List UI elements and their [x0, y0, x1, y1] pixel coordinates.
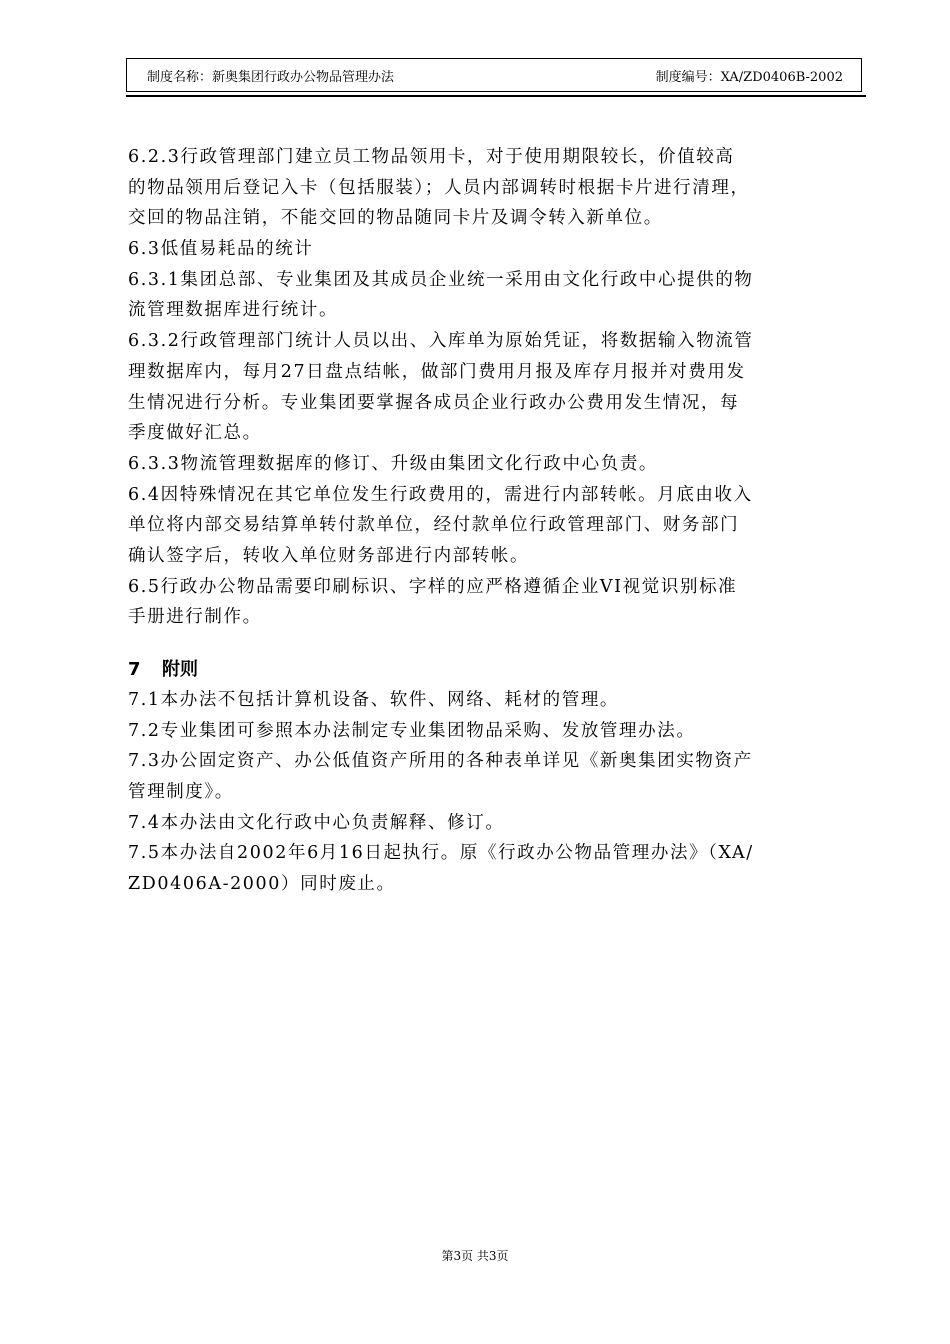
paragraph-line: 6.3.3物流管理数据库的修订、升级由集团文化行政中心负责。: [128, 453, 659, 474]
paragraph-line: 管理制度》。: [128, 782, 234, 803]
paragraph-line: 季度做好汇总。: [128, 423, 262, 444]
paragraph-line: 的物品领用后登记入卡（包括服装）；人员内部调转时根据卡片进行清理，: [128, 177, 750, 198]
header-divider: [126, 95, 866, 97]
paragraph-line: 7.4本办法由文化行政中心负责解释、修订。: [128, 812, 505, 833]
paragraph-line: ZD0406A-2000）同时废止。: [128, 874, 396, 895]
paragraph-line: 确认签字后，转收入单位财务部进行内部转帐。: [128, 545, 530, 566]
page-number: 第3页 共3页: [441, 1249, 509, 1263]
paragraph-line: 6.3.2行政管理部门统计人员以出、入库单为原始凭证，将数据输入物流管: [128, 331, 754, 352]
header-title: 制度名称：新奥集团行政办公物品管理办法: [147, 69, 395, 85]
section-spacer: [128, 633, 856, 655]
page-footer: [0, 1247, 950, 1264]
paragraph-line: 手册进行制作。: [128, 607, 262, 628]
paragraph-line: 7.1本办法不包括计算机设备、软件、网络、耗材的管理。: [128, 690, 620, 710]
paragraph-line: 单位将内部交易结算单转付款单位，经付款单位行政管理部门、财务部门: [128, 515, 740, 536]
section-7-number: 7: [128, 659, 141, 680]
paragraph-line: 6.3低值易耗品的统计: [128, 239, 314, 260]
paragraph-line: 6.5行政办公物品需要印刷标识、字样的应严格遵循企业VI视觉识别标准: [128, 576, 738, 597]
paragraph-line: 交回的物品注销，不能交回的物品随同卡片及调令转入新单位。: [128, 208, 663, 229]
paragraph-line: 7.3办公固定资产、办公低值资产所用的各种表单详见《新奥集团实物资产: [128, 751, 753, 772]
paragraph-line: 6.2.3行政管理部门建立员工物品领用卡，对于使用期限较长，价值较高: [128, 147, 735, 167]
paragraph-line: 生情况进行分析。专业集团要掌握各成员企业行政办公费用发生情况，每: [128, 392, 740, 413]
paragraph-line: 理数据库内，每月27日盘点结帐，做部门费用月报及库存月报并对费用发: [128, 361, 746, 382]
paragraph-line: 7.2专业集团可参照本办法制定专业集团物品采购、发放管理办法。: [128, 720, 696, 741]
document-header: [126, 58, 862, 92]
header-code: 制度编号：XA/ZD0406B-2002: [655, 69, 843, 85]
paragraph-line: 流管理数据库进行统计。: [128, 300, 339, 321]
document-body: [128, 142, 856, 900]
paragraph-line: 7.5本办法自2002年6月16日起执行。原《行政办公物品管理办法》（XA/: [128, 843, 754, 864]
section-7-title: 附则: [162, 659, 198, 680]
paragraph-line: 6.4因特殊情况在其它单位发生行政费用的，需进行内部转帐。月底由收入: [128, 484, 753, 505]
section-7-heading: [128, 655, 856, 685]
paragraph-line: 6.3.1集团总部、专业集团及其成员企业统一采用由文化行政中心提供的物: [128, 269, 754, 290]
